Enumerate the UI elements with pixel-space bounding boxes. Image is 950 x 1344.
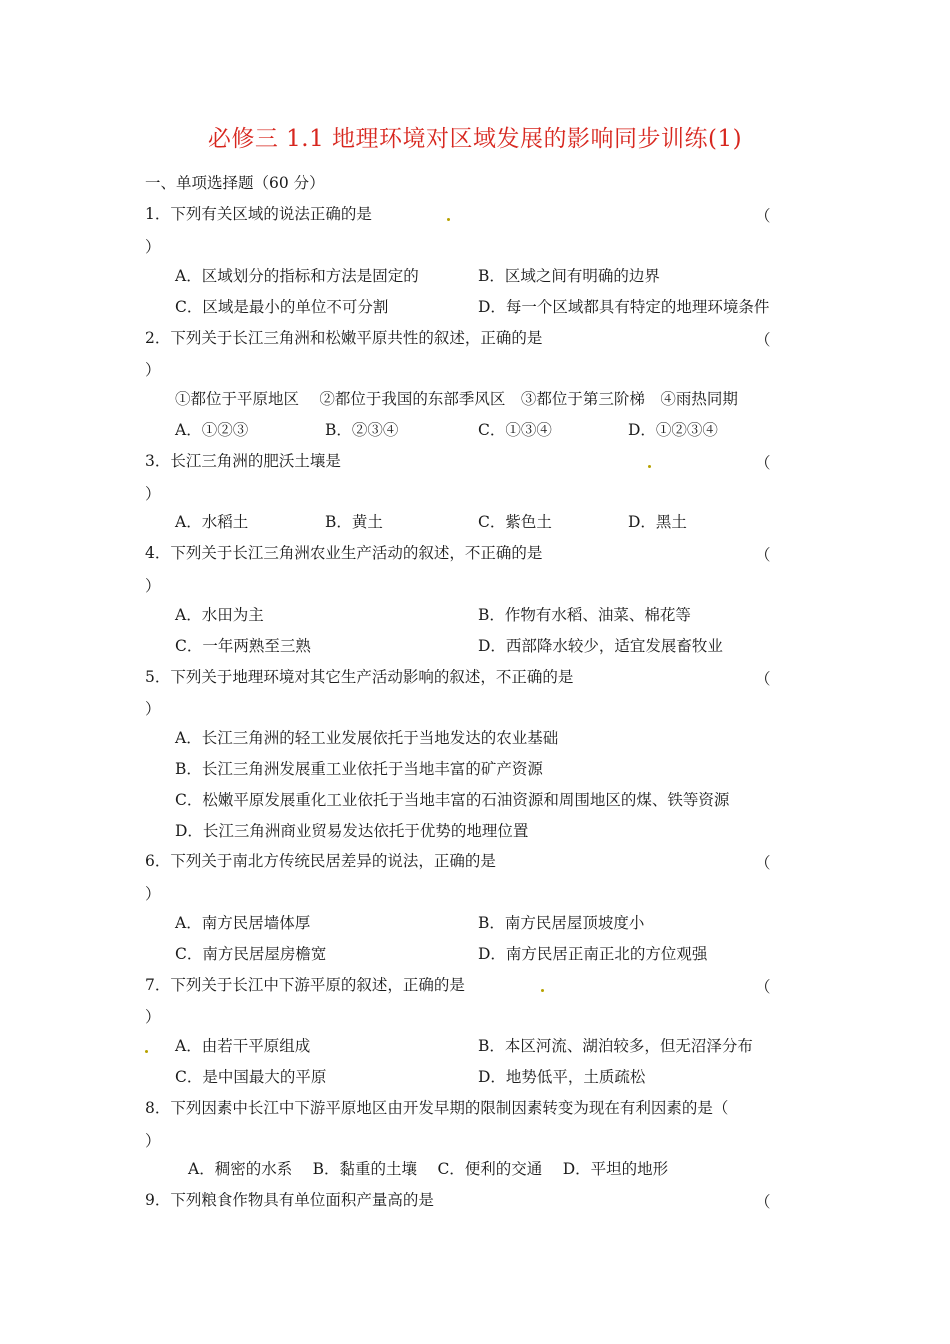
- stray-mark: [447, 218, 450, 221]
- stray-mark: [541, 989, 544, 992]
- question-6-stem: 6．下列关于南北方传统民居差异的说法，正确的是: [145, 852, 496, 870]
- answer-paren-open: （: [755, 454, 771, 472]
- question-3-stem: 3．长江三角洲的肥沃土壤是: [145, 452, 341, 470]
- q1-option-a: A．区域划分的指标和方法是固定的: [175, 267, 419, 285]
- q7-option-b: B．本区河流、湖泊较多，但无沼泽分布: [478, 1037, 753, 1055]
- answer-paren-open: （: [755, 1193, 771, 1211]
- q6-option-d: D．南方民居正南正北的方位观强: [478, 945, 708, 963]
- question-1-stem: 1．下列有关区域的说法正确的是: [145, 205, 372, 223]
- answer-paren-open: （: [755, 207, 771, 225]
- question-5-stem: 5．下列关于地理环境对其它生产活动影响的叙述，不正确的是: [145, 668, 574, 686]
- question-9-stem: 9．下列粮食作物具有单位面积产量高的是: [145, 1191, 434, 1209]
- q5-option-b: B．长江三角洲发展重工业依托于当地丰富的矿产资源: [175, 760, 543, 778]
- q7-option-a: A．由若干平原组成: [175, 1037, 311, 1055]
- q1-option-b: B．区域之间有明确的边界: [478, 267, 660, 285]
- q3-option-d: D．黑土: [628, 513, 687, 531]
- q1-option-d: D．每一个区域都具有特定的地理环境条件: [478, 298, 770, 316]
- q4-option-c: C．一年两熟至三熟: [175, 637, 311, 655]
- answer-paren-close: ）: [145, 885, 161, 903]
- answer-paren-close: ）: [145, 700, 161, 718]
- q2-items: ①都位于平原地区 ②都位于我国的东部季风区 ③都位于第三阶梯 ④雨热同期: [175, 390, 738, 408]
- q3-option-a: A．水稻土: [175, 513, 249, 531]
- q6-option-b: B．南方民居屋顶坡度小: [478, 914, 645, 932]
- q6-option-c: C．南方民居屋房檐宽: [175, 945, 327, 963]
- answer-paren-close: ）: [145, 1132, 161, 1150]
- stray-mark: [145, 1050, 148, 1053]
- q3-option-b: B．黄土: [325, 513, 383, 531]
- q4-option-b: B．作物有水稻、油菜、棉花等: [478, 606, 691, 624]
- q4-option-a: A．水田为主: [175, 606, 264, 624]
- answer-paren-close: ）: [145, 238, 161, 256]
- question-7-stem: 7．下列关于长江中下游平原的叙述，正确的是: [145, 976, 465, 994]
- answer-paren-close: ）: [145, 577, 161, 595]
- answer-paren-open: （: [755, 854, 771, 872]
- answer-paren-open: （: [755, 670, 771, 688]
- q5-option-d: D．长江三角洲商业贸易发达依托于优势的地理位置: [175, 822, 529, 840]
- question-8-stem: 8．下列因素中长江中下游平原地区由开发早期的限制因素转变为现在有利因素的是（: [145, 1099, 729, 1117]
- q2-option-a: A．①②③: [175, 421, 249, 439]
- q3-option-c: C．紫色土: [478, 513, 552, 531]
- q2-option-c: C．①③④: [478, 421, 552, 439]
- section-heading: 一、单项选择题（60 分）: [145, 174, 325, 192]
- q2-option-b: B．②③④: [325, 421, 399, 439]
- q4-option-d: D．西部降水较少，适宜发展畜牧业: [478, 637, 723, 655]
- answer-paren-open: （: [755, 546, 771, 564]
- answer-paren-close: ）: [145, 361, 161, 379]
- q7-option-c: C．是中国最大的平原: [175, 1068, 327, 1086]
- q2-option-d: D．①②③④: [628, 421, 718, 439]
- question-2-stem: 2．下列关于长江三角洲和松嫩平原共性的叙述，正确的是: [145, 329, 543, 347]
- answer-paren-close: ）: [145, 1008, 161, 1026]
- stray-mark: [648, 465, 651, 468]
- q5-option-a: A．长江三角洲的轻工业发展依托于当地发达的农业基础: [175, 729, 559, 747]
- q5-option-c: C．松嫩平原发展重化工业依托于当地丰富的石油资源和周围地区的煤、铁等资源: [175, 791, 730, 809]
- question-4-stem: 4．下列关于长江三角洲农业生产活动的叙述，不正确的是: [145, 544, 543, 562]
- q7-option-d: D．地势低平，土质疏松: [478, 1068, 646, 1086]
- answer-paren-open: （: [755, 331, 771, 349]
- q8-options: A．稠密的水系 B．黏重的土壤 C．便利的交通 D．平坦的地形: [188, 1160, 669, 1178]
- page-title: 必修三 1.1 地理环境对区域发展的影响同步训练(1): [207, 126, 743, 152]
- answer-paren-open: （: [755, 978, 771, 996]
- q6-option-a: A．南方民居墙体厚: [175, 914, 311, 932]
- q1-option-c: C．区域是最小的单位不可分割: [175, 298, 389, 316]
- answer-paren-close: ）: [145, 485, 161, 503]
